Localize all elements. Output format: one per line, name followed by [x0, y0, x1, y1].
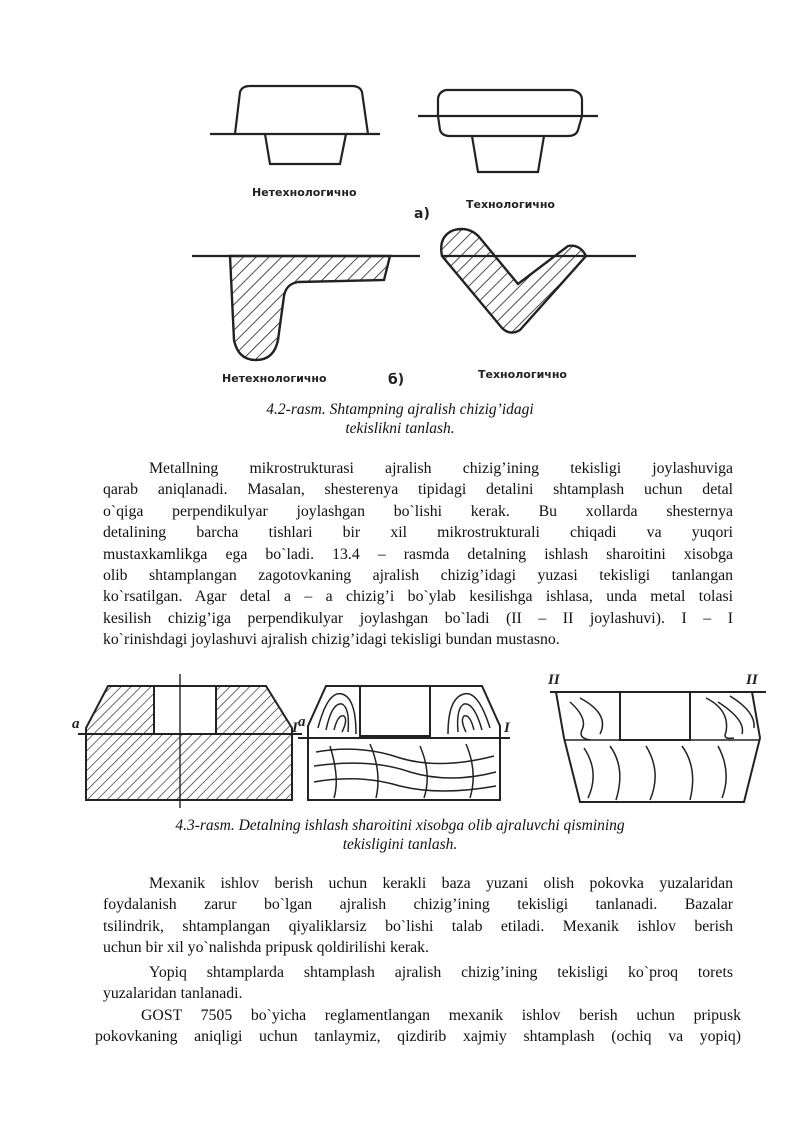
part-right-fibres — [550, 692, 766, 802]
paragraph-2-line: uchun bir xil yo`nalishda pripusk qoldirilishi kerak. — [103, 939, 429, 957]
label-right-b: Технологично — [478, 368, 567, 381]
paragraph-1-line: ko`rsatilgan. Agar detal a – a chizig’i bo`ylab kesilishga ishlasa, unda metal tolasi — [103, 588, 733, 606]
paragraph-2-line: tsilindrik, shtamplangan qiyaliklarsiz bo`lishi talab etiladi. Mexanik ishlov berish — [103, 917, 733, 935]
paragraph-1-line: mustaxkamlikga ega bo`ladi. 13.4 – rasmda detalning ishlash sharoitini xisobga — [103, 545, 733, 563]
caption-4-2-line2: tekislikni tanlash. — [345, 420, 455, 437]
mark-I-left: I — [292, 720, 298, 736]
label-b: б) — [388, 372, 405, 388]
paragraph-4-line: pokovkaning aniqligi uchun tanlaymiz, qizdirib xajmiy shtamplash (ochiq va yopiq) — [95, 1028, 741, 1046]
caption-4-3-line2: tekisligini tanlash. — [342, 836, 458, 853]
figure-4-2-drawing — [180, 78, 640, 398]
figure-4-2 — [180, 78, 640, 398]
paragraph-1-line: olib shtamplangan zagotovkaning ajralish chizig’idagi yuzasi tekisligi tanlangan — [103, 567, 733, 585]
forging-left-a — [210, 86, 380, 164]
paragraph-1-line: ko`rinishdagi joylashuvi ajralish chizig’idagi tekisligi bundan mustasno. — [103, 631, 560, 649]
label-left-a: Нетехнологично — [252, 186, 357, 199]
label-a: а) — [414, 206, 430, 222]
caption-4-3-line1: 4.3-rasm. Detalning ishlash sharoitini xisobga olib ajraluvchi qismining — [175, 817, 625, 834]
paragraph-2-line: foydalanish zarur bo`lgan ajralish chizig’ining tekisligi tanlanadi. Bazalar — [103, 896, 733, 914]
mark-a-right: a — [298, 714, 306, 730]
paragraph-2 — [103, 873, 733, 959]
part-middle-fibres — [298, 686, 510, 800]
caption-4-2-line1: 4.2-rasm. Shtampning ajralish chizig’idagi — [266, 401, 534, 418]
paragraph-1 — [103, 458, 733, 651]
paragraph-3-line: Yopiq shtamplarda shtamplash ajralish chizig’ining tekisligi ko`proq torets — [149, 964, 733, 981]
forging-right-b — [441, 229, 636, 333]
paragraph-1-line: o`qiga perpendikulyar joylashgan bo`lishi kerak. Bu xollarda shesternya — [103, 502, 733, 520]
mark-II-right: II — [746, 672, 758, 688]
figure-4-3-caption — [100, 816, 700, 854]
figure-4-3 — [70, 668, 770, 816]
forging-right-a — [418, 90, 598, 172]
figure-4-3-drawing — [70, 668, 770, 816]
part-left-hatched — [78, 674, 302, 808]
paragraph-1-line: kesilish chizig’iga perpendikulyar joylashgan bo`ladi (II – II joylashuvi). I – I — [103, 609, 733, 627]
mark-a-left: a — [72, 716, 80, 732]
figure-4-2-caption — [100, 400, 700, 438]
paragraph-4-line: GOST 7505 bo`yicha reglamentlangan mexanik ishlov berish uchun pripusk — [141, 1007, 741, 1024]
label-left-b: Нетехнологично — [222, 372, 327, 385]
mark-I-right: I — [504, 720, 510, 736]
paragraph-1-line: qarab aniqlanadi. Masalan, shesterenya tipidagi detalini shtamplash uchun detal — [103, 481, 733, 499]
mark-II-left: II — [548, 672, 560, 688]
forging-left-b — [192, 256, 420, 360]
paragraph-3 — [103, 962, 733, 1005]
label-right-a: Технологично — [466, 198, 555, 211]
paragraph-3-line: yuzalaridan tanlanadi. — [103, 985, 243, 1003]
paragraph-1-line: Metallning mikrostrukturasi ajralish chizig’ining tekisligi joylashuviga — [149, 460, 733, 477]
paragraph-1-line: detalining barcha tishlari bir xil mikrostrukturali chiqadi va yuqori — [103, 524, 733, 542]
paragraph-4 — [95, 1005, 741, 1048]
paragraph-2-line: Mexanik ishlov berish uchun kerakli baza yuzani olish pokovka yuzalaridan — [149, 875, 733, 892]
